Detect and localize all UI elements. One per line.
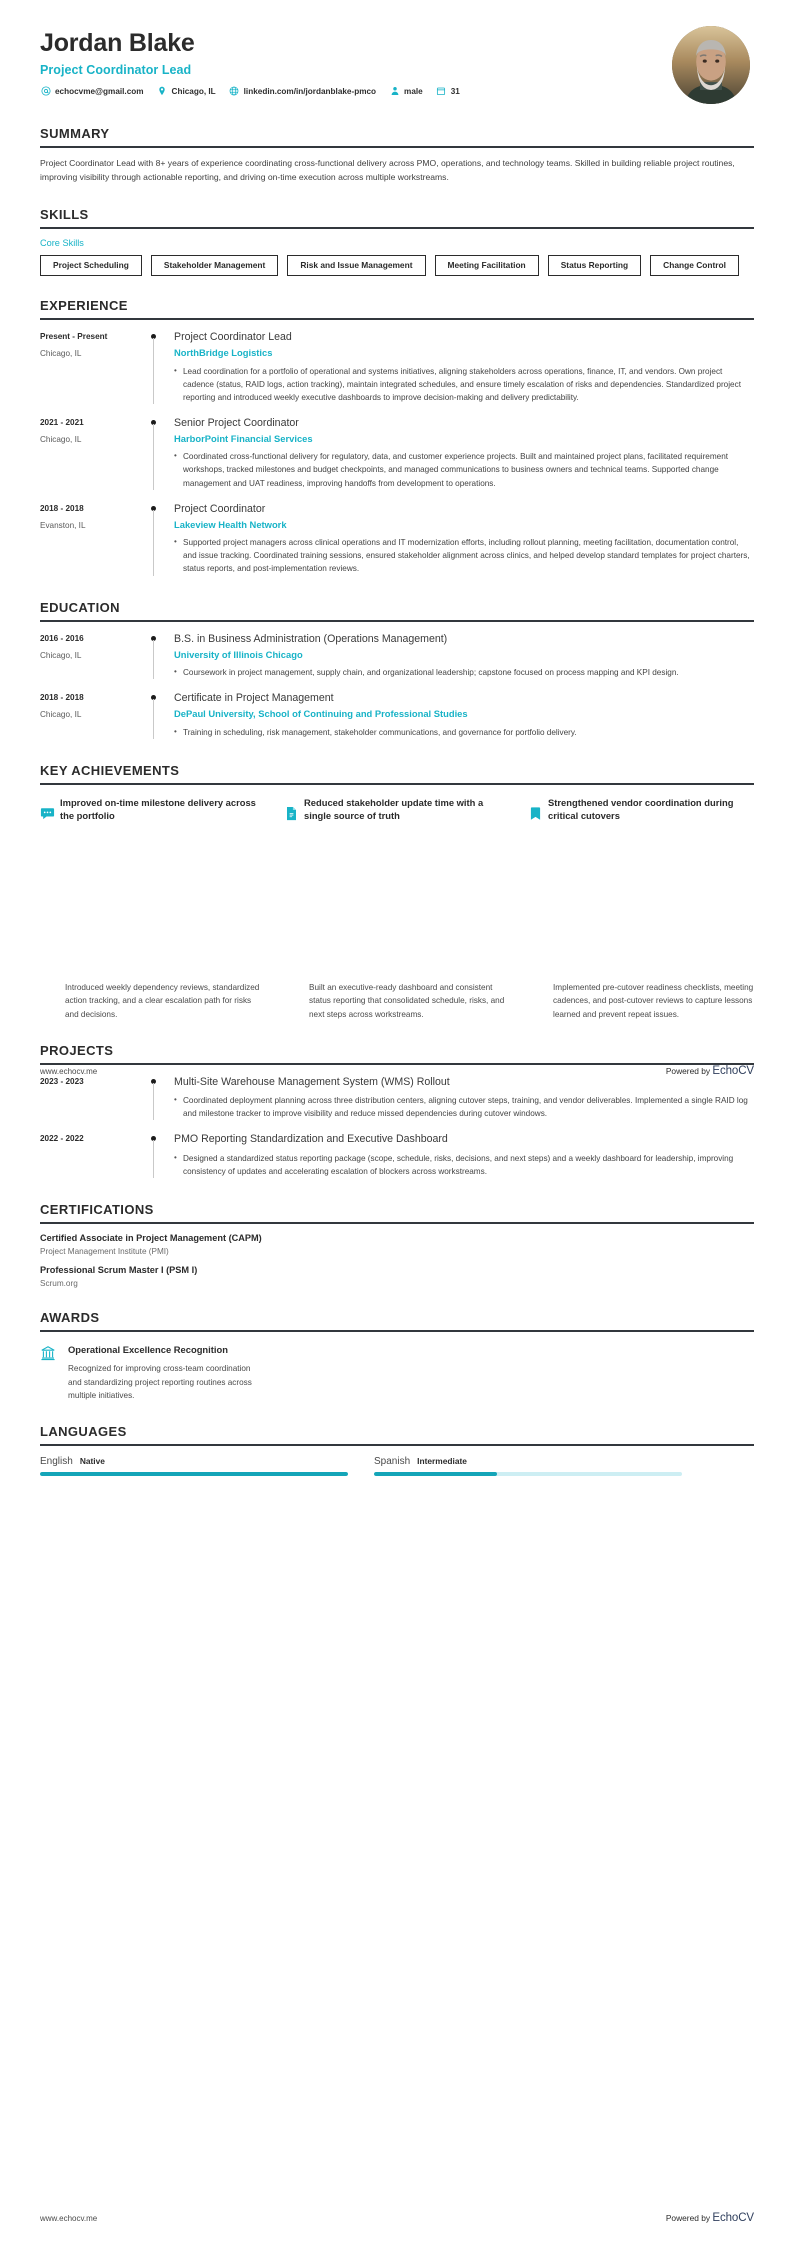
language-item (374, 1456, 682, 1476)
achievement-item (528, 796, 754, 823)
email-icon (40, 86, 51, 97)
section-education (40, 600, 754, 741)
bullet-marker: • (174, 667, 177, 677)
entry-body (172, 331, 754, 406)
entry-date: 2018 - 2018 (40, 693, 84, 703)
section-awards (40, 1310, 754, 1402)
section-title-key-achievements: KEY ACHIEVEMENTS (40, 762, 180, 778)
achievement-title: Reduced stakeholder update time with a single source of truth (304, 796, 484, 822)
entry-location: Chicago, IL (40, 710, 82, 720)
project-entry (40, 1133, 754, 1179)
achievement-description: Built an executive-ready dashboard and consistent status reporting that consolidated schedule, risks, and next steps across workstreams. (309, 982, 505, 1019)
summary-text: Project Coordinator Lead with 8+ years of experience coordinating cross-functional delivery across PMO, operations, and technology teams. Skilled in building reliable project routines, improving visibility through actionable reporting, and driving on-time execution across multiple workstreams. (40, 158, 735, 182)
skill-chip: Project Scheduling (40, 255, 142, 276)
entry-date: 2018 - 2018 (40, 503, 84, 513)
achievement-description: Introduced weekly dependency reviews, standardized action tracking, and a clear escalation path for risks and decisions. (65, 982, 260, 1019)
entry-bullets (174, 536, 754, 575)
achievement-title-row (40, 796, 754, 823)
section-divider (40, 227, 754, 229)
timeline-line (153, 338, 154, 404)
timeline-line (153, 1140, 154, 1177)
museum-icon (40, 1343, 68, 1402)
certification-item (40, 1265, 754, 1288)
contact-age (436, 86, 460, 97)
bullet-text: Lead coordination for a portfolio of operational and systems initiatives, aligning stakeholders across operations, finance, IT, and vendors. Own project cadence (status, RAID logs, action tracking), maintain integrated schedules, and ensure timely escalation of risks and dependencies. Standardized project reporting and introduced weekly executive dashboards to improve decision-making and delivery predictability. (183, 366, 741, 402)
entry-location: Chicago, IL (40, 434, 82, 444)
calendar-icon (436, 86, 447, 97)
section-skills (40, 207, 754, 276)
language-level: Native (79, 1456, 105, 1467)
achievement-title: Strengthened vendor coordination during critical cutovers (548, 796, 734, 822)
achievement-description: Implemented pre-cutover readiness checklists, meeting cadences, and post-cutover reviews to capture lessons learned and prevent repeat issues. (553, 982, 754, 1019)
timeline-line (153, 1083, 154, 1120)
avatar (672, 26, 750, 104)
entry-institution: University of Illinois Chicago (174, 648, 303, 660)
contact-age-text: 31 (450, 86, 460, 96)
bullet-marker: • (174, 451, 177, 461)
skills-group-label: Core Skills (40, 237, 84, 248)
timeline-track (150, 503, 172, 578)
experience-entry (40, 331, 754, 406)
timeline-line (153, 640, 154, 680)
footer-url[interactable]: www.echocv.me (40, 1067, 98, 1076)
entry-bullets (174, 666, 754, 679)
section-languages (40, 1424, 754, 1476)
experience-entry (40, 503, 754, 578)
achievement-description-cell (528, 981, 754, 1021)
language-list (40, 1456, 754, 1476)
bullet-marker: • (174, 1095, 177, 1105)
entry-bullets (174, 450, 754, 489)
contact-linkedin[interactable] (229, 86, 376, 97)
entry-meta (40, 1076, 150, 1122)
skill-chip: Risk and Issue Management (287, 255, 425, 276)
bullet-marker: • (174, 726, 177, 736)
award-description: Recognized for improving cross-team coordination and standardizing project reporting routines across multiple initiatives. (68, 1364, 252, 1400)
entry-meta (40, 503, 150, 578)
achievement-description-cell (284, 981, 510, 1021)
bullet-item (174, 1152, 754, 1178)
contact-location-text: Chicago, IL (171, 86, 216, 96)
timeline-track (150, 417, 172, 492)
timeline-track (150, 1076, 172, 1122)
section-divider (40, 620, 754, 622)
timeline-track (150, 633, 172, 682)
entry-meta (40, 331, 150, 406)
entry-body (172, 503, 754, 578)
certification-name: Professional Scrum Master I (PSM I) (40, 1264, 198, 1275)
bullet-item (174, 536, 754, 575)
award-title: Operational Excellence Recognition (68, 1343, 228, 1355)
section-divider (40, 1222, 754, 1224)
entry-organization: Lakeview Health Network (174, 518, 287, 530)
entry-date: 2022 - 2022 (40, 1134, 84, 1144)
bullet-text: Designed a standardized status reporting package (scope, schedule, risks, decisions, and next steps) and a weekly dashboard for leadership, improving consistency of updates and accelerating escalation of blockers across workstreams. (183, 1153, 734, 1176)
section-divider (40, 1330, 754, 1332)
section-title-certifications: CERTIFICATIONS (40, 1201, 154, 1217)
achievement-item (284, 796, 510, 823)
contact-gender (389, 86, 423, 97)
bullet-text: Training in scheduling, risk management, stakeholder communications, and governance for portfolio delivery. (183, 727, 577, 737)
footer-brand: EchoCV (712, 1065, 754, 1077)
entry-bullets (174, 1152, 754, 1178)
entry-bullets (174, 726, 754, 739)
certification-item (40, 1233, 754, 1256)
entry-organization: NorthBridge Logistics (174, 347, 273, 359)
entry-location: Chicago, IL (40, 349, 82, 359)
language-progress-fill (374, 1472, 497, 1476)
bullet-text: Coordinated deployment planning across three distribution centers, aligning cutover steps, training, and vendor deliverables. Implemented a single RAID log and milestone tracker to improve visibility and reduce missed dependencies during cutover windows. (183, 1096, 748, 1119)
section-divider (40, 1444, 754, 1446)
project-title: PMO Reporting Standardization and Executive Dashboard (174, 1133, 448, 1146)
certification-issuer: Scrum.org (40, 1278, 78, 1288)
entry-body (172, 1076, 754, 1122)
contact-gender-text: male (404, 86, 423, 96)
entry-meta (40, 417, 150, 492)
bullet-marker: • (174, 537, 177, 547)
section-title-awards: AWARDS (40, 1309, 100, 1325)
section-divider (40, 783, 754, 785)
timeline-track (150, 692, 172, 741)
header-text-block (40, 26, 672, 97)
person-icon (389, 86, 400, 97)
language-name: Spanish (374, 1456, 411, 1468)
skill-chip: Change Control (650, 255, 739, 276)
entry-date: 2023 - 2023 (40, 1076, 84, 1086)
location-pin-icon (157, 86, 168, 97)
entry-body (172, 692, 754, 741)
bullet-item (174, 450, 754, 489)
section-title-summary: SUMMARY (40, 126, 110, 141)
entry-date: Present - Present (40, 332, 108, 342)
language-progress-fill (40, 1472, 348, 1476)
contact-linkedin-text: linkedin.com/in/jordanblake-pmco (243, 86, 377, 96)
timeline-line (153, 424, 154, 490)
avatar-photo (672, 26, 750, 104)
section-projects (40, 1043, 754, 1180)
certification-name: Certified Associate in Project Management (CAPM) (40, 1232, 262, 1243)
education-entry (40, 692, 754, 741)
section-summary (40, 126, 754, 185)
experience-entry (40, 417, 754, 492)
footer-brand: EchoCV (712, 2212, 754, 2224)
section-certifications (40, 1202, 754, 1288)
bullet-marker: • (174, 1152, 177, 1162)
entry-bullets (174, 1094, 754, 1120)
language-progress-track (374, 1472, 682, 1476)
bullet-item (174, 666, 754, 679)
section-title-education: EDUCATION (40, 599, 120, 615)
entry-degree: Certificate in Project Management (174, 692, 334, 705)
bullet-text: Coordinated cross-functional delivery for regulatory, data, and customer experience projects. Built and maintained project plans, facilitated requirement workshops, tracked milestones and budget checkpoints, and managed communications to business owners and technical teams. Supported change management and UAT readiness, improving handoffs from development to operations. (183, 452, 729, 488)
bullet-item (174, 365, 754, 404)
bookmark-icon (528, 796, 548, 821)
contact-location (157, 86, 216, 97)
footer-powered-prefix: Powered by (665, 2213, 713, 2223)
resume-header (40, 0, 754, 104)
section-title-languages: LANGUAGES (40, 1424, 127, 1440)
footer-powered-prefix: Powered by (665, 1066, 713, 1076)
timeline-line (153, 510, 154, 576)
section-title-skills: SKILLS (40, 206, 89, 222)
entry-location: Chicago, IL (40, 650, 82, 660)
bullet-text: Coursework in project management, supply chain, and organizational leadership; capstone focused on process mapping and KPI design. (183, 668, 679, 678)
speech-bubble-icon (40, 796, 60, 821)
entry-meta (40, 633, 150, 682)
language-progress-track (40, 1472, 348, 1476)
award-body (68, 1343, 258, 1402)
language-head (374, 1456, 682, 1467)
entry-body (172, 1133, 754, 1179)
entry-degree: B.S. in Business Administration (Operations Management) (174, 632, 448, 645)
section-experience (40, 298, 754, 577)
section-title-experience: EXPERIENCE (40, 298, 128, 314)
page-break-gap (40, 823, 754, 973)
bullet-item (174, 1094, 754, 1120)
entry-date: 2021 - 2021 (40, 417, 84, 427)
document-icon (284, 796, 304, 821)
language-item (40, 1456, 348, 1476)
footer-powered-by (666, 1065, 754, 1077)
contact-email-text: echocvme@gmail.com (55, 86, 144, 96)
entry-bullets (174, 365, 754, 404)
entry-meta (40, 692, 150, 741)
entry-organization: HarborPoint Financial Services (174, 433, 313, 445)
achievement-item (40, 796, 266, 823)
timeline-track (150, 1133, 172, 1179)
page-footer (40, 2212, 754, 2224)
contact-email[interactable] (40, 86, 144, 97)
page-title: Jordan Blake (40, 29, 195, 57)
footer-powered-by (666, 2212, 754, 2224)
section-divider (40, 318, 754, 320)
bullet-item (174, 726, 754, 739)
language-head (40, 1456, 348, 1467)
project-entry (40, 1076, 754, 1122)
timeline-line (153, 699, 154, 739)
achievement-description-cell (40, 981, 266, 1021)
entry-meta (40, 1133, 150, 1179)
entry-body (172, 417, 754, 492)
skill-chip: Stakeholder Management (151, 255, 278, 276)
skill-chip: Status Reporting (548, 255, 641, 276)
entry-role: Project Coordinator Lead (174, 331, 292, 344)
entry-institution: DePaul University, School of Continuing and Professional Studies (174, 708, 468, 720)
language-level: Intermediate (417, 1456, 467, 1467)
page-footer (40, 1065, 754, 1077)
achievement-title: Improved on-time milestone delivery across the portfolio (60, 796, 256, 822)
entry-location: Evanston, IL (40, 520, 86, 530)
entry-body (172, 633, 754, 682)
bullet-marker: • (174, 365, 177, 375)
entry-date: 2016 - 2016 (40, 633, 84, 643)
education-entry (40, 633, 754, 682)
job-title: Project Coordinator Lead (40, 62, 192, 77)
entry-role: Senior Project Coordinator (174, 416, 299, 429)
section-title-projects: PROJECTS (40, 1042, 114, 1058)
timeline-track (150, 331, 172, 406)
entry-role: Project Coordinator (174, 502, 266, 515)
bullet-text: Supported project managers across clinical operations and IT modernization efforts, including rollout planning, meeting facilitation, documentation control, and issue tracking. Coordinated training sessions, ensured stakeholder alignment across clinics, and helped develop standard templates for project charters, status reports, and post-implementation reviews. (183, 538, 750, 574)
certification-issuer: Project Management Institute (PMI) (40, 1246, 169, 1256)
project-title: Multi-Site Warehouse Management System (WMS) Rollout (174, 1075, 450, 1088)
award-item (40, 1343, 754, 1402)
skill-chip: Meeting Facilitation (435, 255, 539, 276)
avatar-container (672, 26, 754, 104)
globe-icon (229, 86, 240, 97)
footer-url[interactable]: www.echocv.me (40, 2214, 98, 2223)
section-key-achievements (40, 763, 754, 823)
achievement-description-row (40, 981, 754, 1021)
language-name: English (40, 1456, 73, 1468)
section-divider (40, 146, 754, 148)
contact-row (40, 86, 672, 97)
skill-chip-list (40, 255, 754, 276)
